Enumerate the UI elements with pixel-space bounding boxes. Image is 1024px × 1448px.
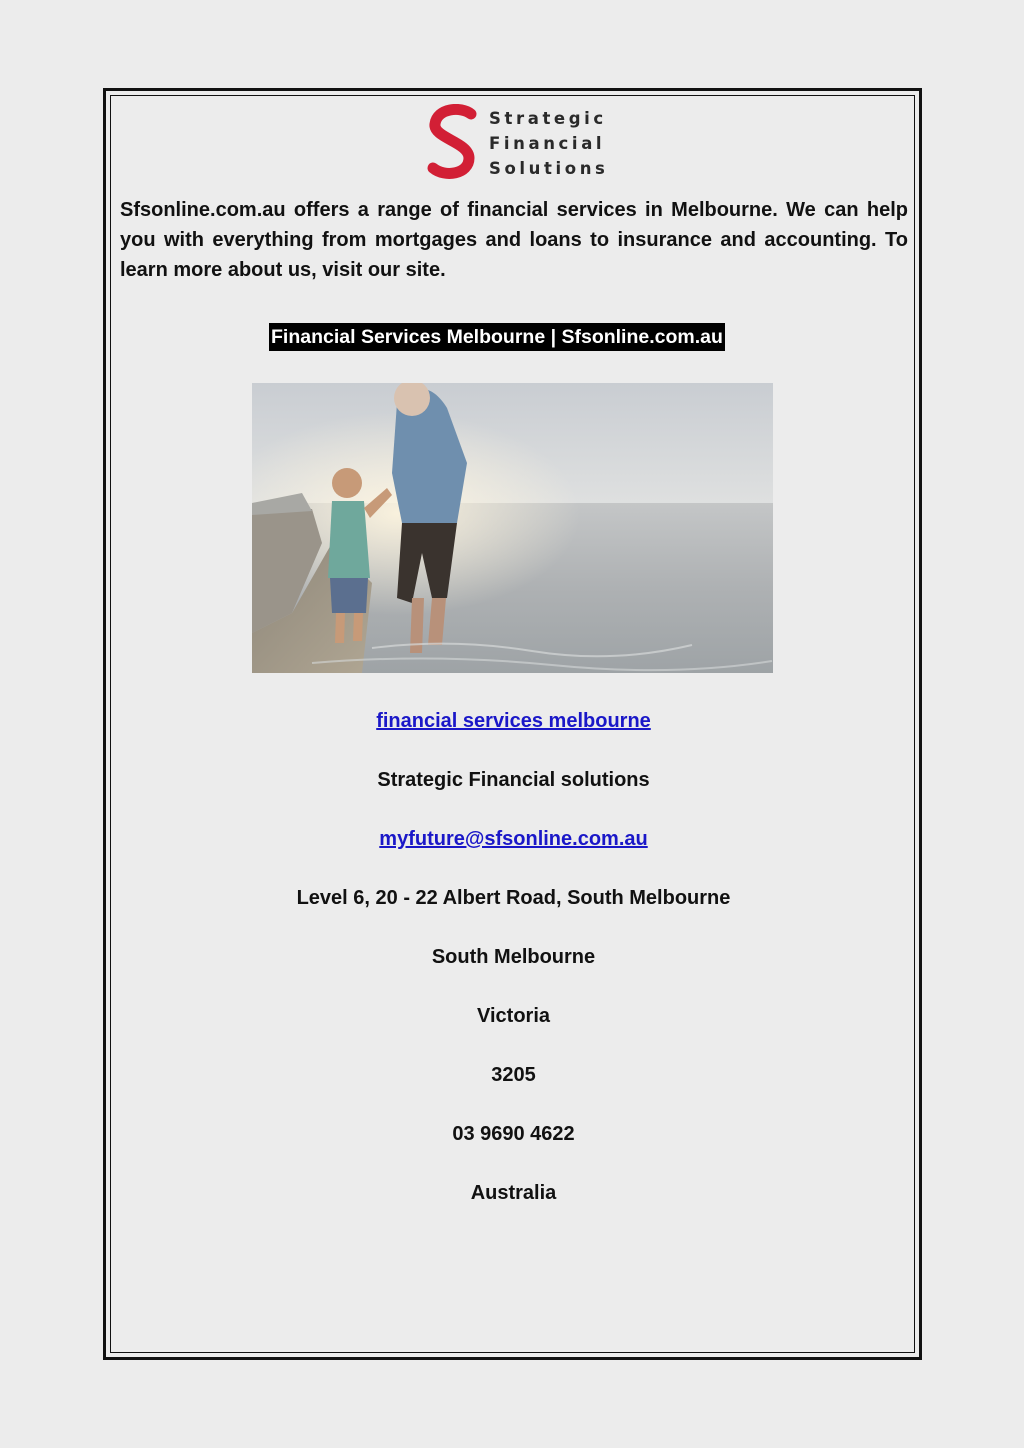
page-content [110,95,915,1353]
financial-services-melbourne-link[interactable]: financial services melbourne [376,710,651,732]
suburb: South Melbourne [431,946,596,968]
email-link[interactable]: myfuture@sfsonline.com.au [379,828,648,850]
country: Australia [470,1182,557,1204]
email-line [111,828,916,851]
state: Victoria [477,1005,550,1027]
phone-number: 03 9690 4622 [452,1123,575,1145]
company-name: Strategic Financial solutions [377,769,650,791]
logo-line-1: Strategic [489,109,607,128]
logo-line-3: Solutions [489,159,609,178]
financial-services-link-line [111,710,916,733]
beach-photo [252,383,773,673]
logo-line-2: Financial [489,134,606,153]
strategic-financial-solutions-logo [423,104,623,184]
logo-wordmark [489,106,608,181]
page-frame [103,88,922,1360]
page-title: Financial Services Melbourne | Sfsonline.com.au [269,323,725,351]
logo-s-mark-icon [423,104,483,184]
intro-paragraph: Sfsonline.com.au offers a range of financial services in Melbourne. We can help you with everything from mortgages and loans to insurance and accounting. To learn more about us, visit our site. [120,199,908,281]
address: Level 6, 20 - 22 Albert Road, South Melbourne [296,887,731,909]
postcode: 3205 [491,1064,536,1086]
